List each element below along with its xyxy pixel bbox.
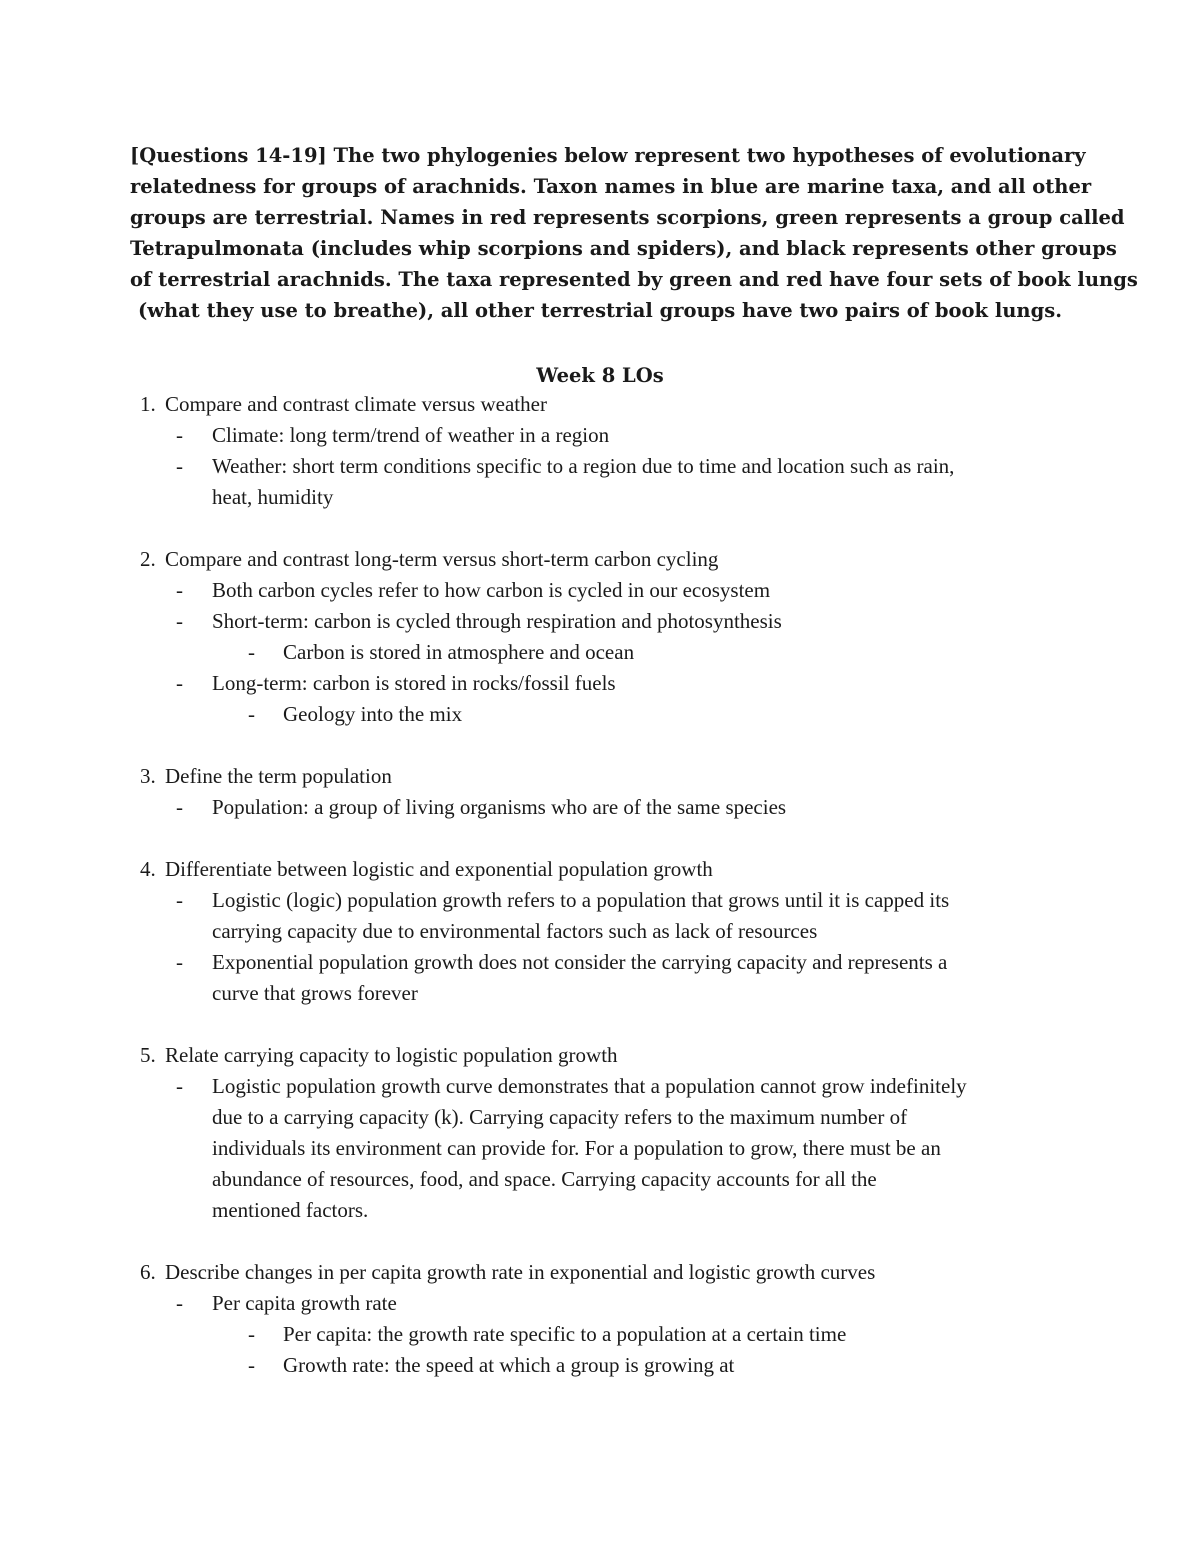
bullet-text: due to a carrying capacity (k). Carrying capacity refers to the maximum number of — [212, 1105, 908, 1129]
bullet-text: individuals its environment can provide for. For a population to grow, there must be an — [212, 1136, 941, 1160]
intro-line: of terrestrial arachnids. The taxa represented by green and red have four sets of book lungs — [130, 268, 1138, 291]
dash-bullet-icon: - — [176, 1074, 183, 1098]
bullet-point — [140, 420, 1080, 451]
dash-bullet-icon: - — [176, 795, 183, 819]
bullet-text: Logistic (logic) population growth refers to a population that grows until it is capped its — [212, 888, 950, 912]
bullet-text: heat, humidity — [212, 485, 334, 509]
dash-bullet-icon: - — [248, 1322, 255, 1346]
bullet-text: Geology into the mix — [283, 702, 463, 726]
learning-objectives-list — [140, 389, 1080, 1412]
bullet-text: Both carbon cycles refer to how carbon is cycled in our ecosystem — [212, 578, 771, 602]
intro-line: relatedness for groups of arachnids. Taxon names in blue are marine taxa, and all other — [130, 175, 1092, 198]
bullet-text: Exponential population growth does not consider the carrying capacity and represents a — [212, 950, 948, 974]
intro-line: [Questions 14-19] The two phylogenies below represent two hypotheses of evolutionary — [130, 144, 1086, 167]
bullet-text: Climate: long term/trend of weather in a region — [212, 423, 610, 447]
objective-item-4 — [140, 854, 1080, 1009]
objective-title — [140, 544, 1080, 575]
objective-item-5 — [140, 1040, 1080, 1226]
objective-text: Compare and contrast climate versus weather — [165, 392, 547, 416]
bullet-point — [140, 792, 1080, 823]
bullet-text: Population: a group of living organisms who are of the same species — [212, 795, 787, 819]
questions-intro-paragraph — [130, 140, 1138, 326]
objective-number: 6. — [140, 1260, 156, 1284]
objective-item-3 — [140, 761, 1080, 823]
objective-item-6 — [140, 1257, 1080, 1381]
intro-line: Tetrapulmonata (includes whip scorpions and spiders), and black represents other groups — [130, 237, 1117, 260]
objective-text: Differentiate between logistic and exponential population growth — [165, 857, 713, 881]
dash-bullet-icon: - — [176, 423, 183, 447]
dash-bullet-icon: - — [248, 640, 255, 664]
sub-bullet-point — [140, 699, 1080, 730]
bullet-text: carrying capacity due to environmental factors such as lack of resources — [212, 919, 818, 943]
objective-text: Describe changes in per capita growth rate in exponential and logistic growth curves — [165, 1260, 876, 1284]
bullet-point — [140, 1288, 1080, 1319]
bullet-text: Short-term: carbon is cycled through respiration and photosynthesis — [212, 609, 782, 633]
sub-bullet-point — [140, 1319, 1080, 1350]
objective-number: 1. — [140, 392, 156, 416]
objective-title — [140, 761, 1080, 792]
dash-bullet-icon: - — [176, 1291, 183, 1315]
bullet-text: curve that grows forever — [212, 981, 418, 1005]
section-heading: Week 8 LOs — [536, 364, 664, 387]
objective-number: 4. — [140, 857, 156, 881]
bullet-point — [140, 668, 1080, 699]
bullet-text: Growth rate: the speed at which a group is growing at — [283, 1353, 735, 1377]
dash-bullet-icon: - — [176, 950, 183, 974]
objective-number: 5. — [140, 1043, 156, 1067]
bullet-text: Per capita: the growth rate specific to a population at a certain time — [283, 1322, 847, 1346]
bullet-text: Carbon is stored in atmosphere and ocean — [283, 640, 635, 664]
dash-bullet-icon: - — [248, 702, 255, 726]
dash-bullet-icon: - — [176, 671, 183, 695]
bullet-text: mentioned factors. — [212, 1198, 369, 1222]
bullet-text: Long-term: carbon is stored in rocks/fossil fuels — [212, 671, 616, 695]
objective-text: Relate carrying capacity to logistic population growth — [165, 1043, 618, 1067]
dash-bullet-icon: - — [248, 1353, 255, 1377]
objective-title — [140, 1257, 1080, 1288]
objective-text: Define the term population — [165, 764, 392, 788]
bullet-point — [140, 606, 1080, 637]
bullet-text: Logistic population growth curve demonstrates that a population cannot grow indefinitely — [212, 1074, 967, 1098]
sub-bullet-point — [140, 637, 1080, 668]
bullet-point — [140, 947, 1080, 1009]
objective-number: 2. — [140, 547, 156, 571]
dash-bullet-icon: - — [176, 888, 183, 912]
bullet-point — [140, 885, 1080, 947]
objective-item-1 — [140, 389, 1080, 513]
bullet-text: Weather: short term conditions specific to a region due to time and location such as rain, — [212, 454, 955, 478]
sub-bullet-point — [140, 1350, 1080, 1381]
intro-line: (what they use to breathe), all other terrestrial groups have two pairs of book lungs. — [137, 299, 1063, 322]
objective-text: Compare and contrast long-term versus short-term carbon cycling — [165, 547, 719, 571]
objective-title — [140, 1040, 1080, 1071]
bullet-point — [140, 575, 1080, 606]
bullet-text: Per capita growth rate — [212, 1291, 397, 1315]
bullet-text: abundance of resources, food, and space. Carrying capacity accounts for all the — [212, 1167, 877, 1191]
intro-line: groups are terrestrial. Names in red represents scorpions, green represents a group called — [130, 206, 1125, 229]
objective-title — [140, 854, 1080, 885]
bullet-point — [140, 451, 1080, 513]
dash-bullet-icon: - — [176, 454, 183, 478]
dash-bullet-icon: - — [176, 609, 183, 633]
objective-title — [140, 389, 1080, 420]
objective-number: 3. — [140, 764, 156, 788]
bullet-point — [140, 1071, 1080, 1226]
objective-item-2 — [140, 544, 1080, 730]
dash-bullet-icon: - — [176, 578, 183, 602]
